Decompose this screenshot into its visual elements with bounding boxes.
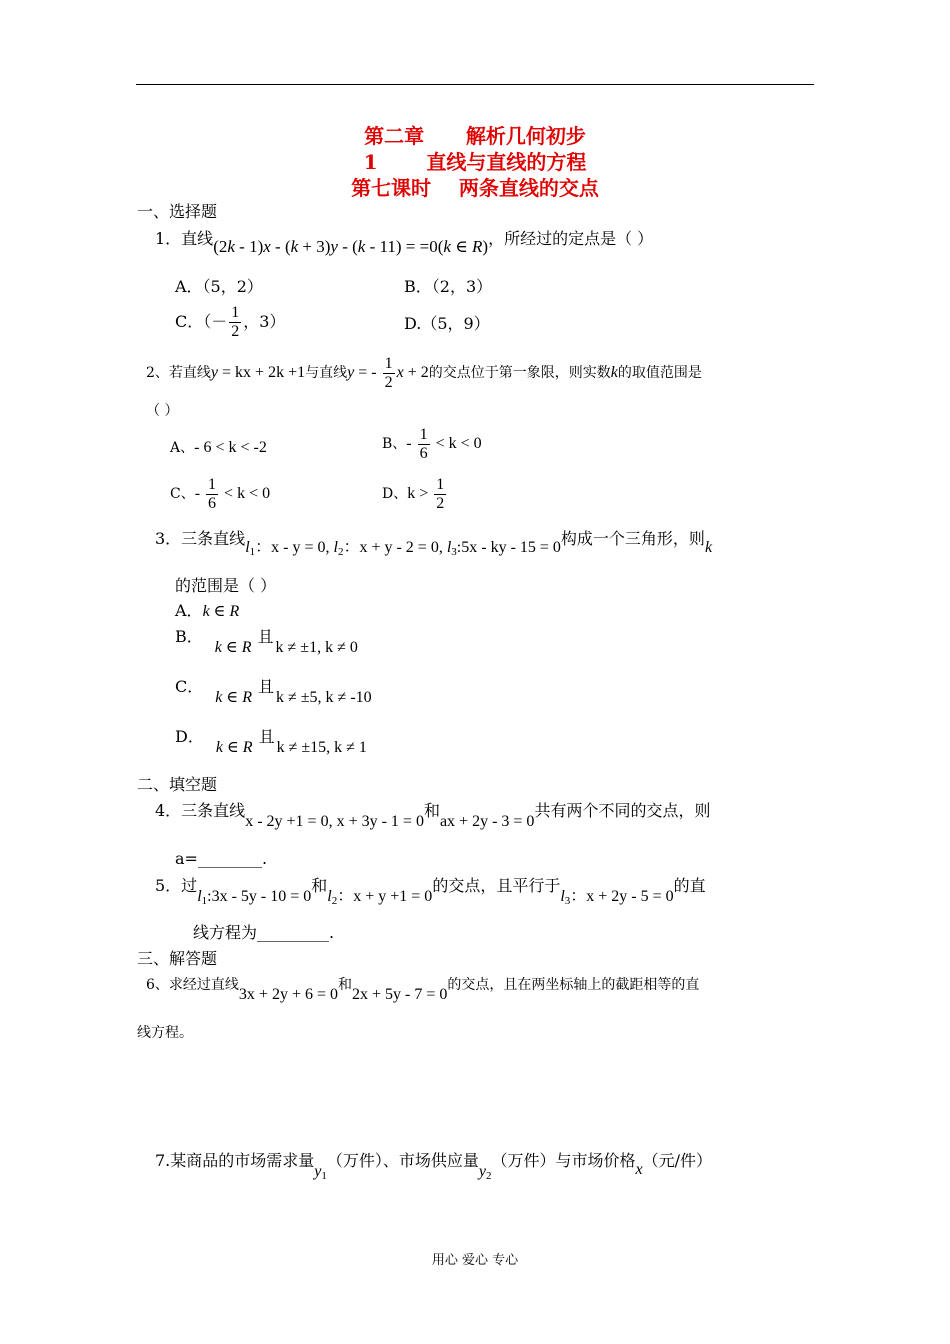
- section-heading-solve: 三、解答题: [137, 949, 218, 968]
- q4-answer-blank[interactable]: a=________.: [175, 849, 268, 868]
- section-title: 1 直线与直线的方程: [363, 150, 587, 174]
- fraction-one-half: $\frac{1}{2}$: [436, 476, 445, 512]
- q1-equation: (2k - 1)x - (k + 3)y - (k - 11) = =0(k ∈ R): [213, 237, 489, 256]
- fraction-one-sixth: $\frac{1}{6}$: [208, 476, 217, 512]
- question-1: 1．直线(2k - 1)x - (k + 3)y - (k - 11) = =0(k ∈ R)，所经过的定点是（ ）: [155, 229, 654, 256]
- q3-option-c: C．k ∈ R且k ≠ ±5, k ≠ -10: [175, 677, 372, 706]
- q2-answer-paren: （ ）: [146, 403, 179, 419]
- question-4: 4．三条直线x - 2y +1 = 0, x + 3y - 1 = 0和ax + 2y - 3 = 0共有两个不同的交点，则: [155, 801, 711, 830]
- question-7: 7.某商品的市场需求量$y_1$（万件）、市场供应量$y_2$（万件）与市场价格x（元/件）: [155, 1151, 713, 1182]
- page-footer: 用心 爱心 专心: [431, 1253, 519, 1268]
- fraction-one-half: $\frac{1}{2}$: [384, 355, 393, 391]
- q2-option-d: D、k > $\frac{1}{2}$: [382, 476, 445, 512]
- q2-option-a: A、- 6 < k < -2: [170, 439, 267, 456]
- q3-option-a: A．k ∈ R: [175, 601, 240, 620]
- question-6: 6、求经过直线3x + 2y + 6 = 0和2x + 5y - 7 = 0的交点，且在两坐标轴上的截距相等的直: [146, 977, 700, 1003]
- question-2: 2、若直线y = kx + 2k +1与直线y = - $\frac{1}{2}$ x + 2的交点位于第一象限，则实数k的取值范围是: [146, 355, 702, 391]
- q5-answer-blank[interactable]: 线方程为_________.: [193, 923, 335, 942]
- question-3: 3．三条直线$l_1$：x - y = 0, $l_2$：x + y - 2 = 0, $l_3:5x$ - ky - 15 = 0构成一个三角形，则k: [155, 529, 713, 558]
- top-rule: [136, 84, 814, 85]
- q1-option-c: C．（－ $\frac{1}{2}$ ，3）: [175, 304, 286, 340]
- q1-option-d: D.（5，9）: [404, 314, 490, 333]
- fraction-one-half: $\frac{1}{2}$: [231, 304, 240, 340]
- q3-option-d: D．k ∈ R且k ≠ ±15, k ≠ 1: [175, 727, 367, 756]
- chapter-title: 第二章 解析几何初步: [364, 124, 586, 148]
- q2-option-b: B、- $\frac{1}{6}$ < k < 0: [382, 426, 482, 462]
- lesson-title: 第七课时 两条直线的交点: [351, 176, 599, 200]
- fraction-one-sixth: $\frac{1}{6}$: [419, 426, 428, 462]
- q1-option-a: A．（5，2）: [175, 277, 263, 296]
- section-heading-fill: 二、填空题: [137, 775, 218, 794]
- q1-option-b: B．（2，3）: [404, 277, 493, 296]
- q6-line2: 线方程。: [137, 1025, 193, 1041]
- question-5: 5．过$l_1:3x - 5y - 10 = 0$和$l_2$：x + y +1 = 0的交点，且平行于$l_3$：x + 2y - 5 = 0的直: [155, 876, 706, 907]
- q3-line2: 的范围是（ ）: [175, 576, 277, 595]
- q3-option-b: B．k ∈ R且k ≠ ±1, k ≠ 0: [175, 627, 358, 656]
- q2-option-c: C、- $\frac{1}{6}$ < k < 0: [170, 476, 271, 512]
- section-heading-choice: 一、选择题: [137, 202, 218, 221]
